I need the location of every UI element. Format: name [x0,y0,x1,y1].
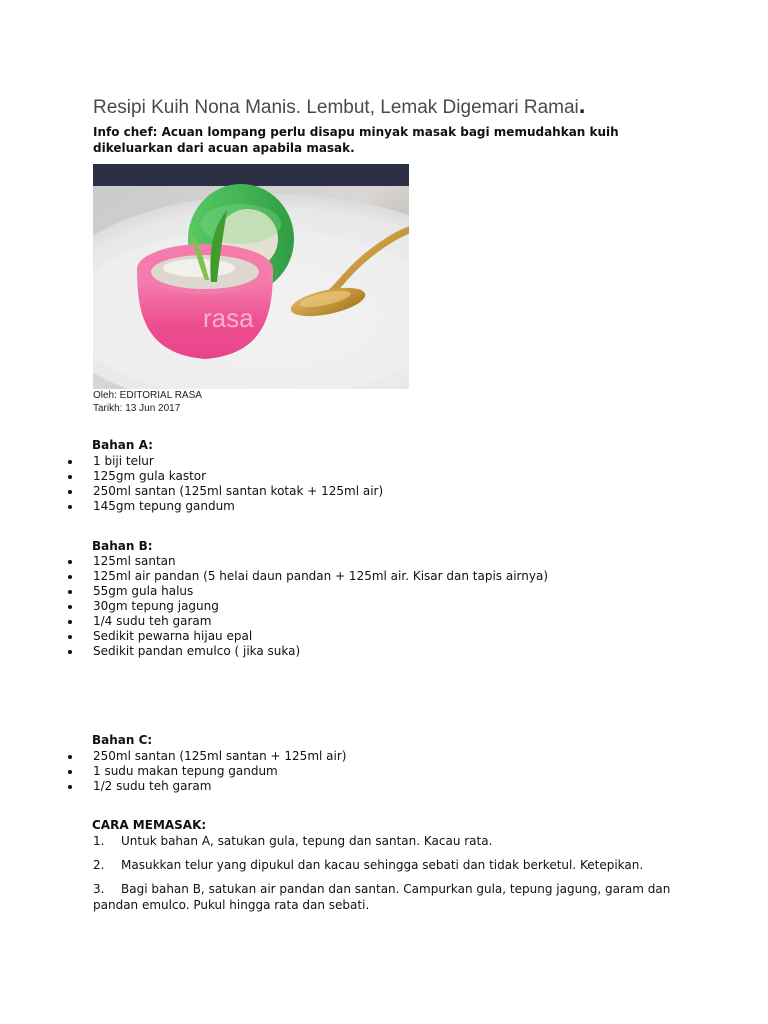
list-item [0,569,548,584]
bahan-a-list [0,454,383,514]
bullet-icon [68,620,72,624]
chef-info: Info chef: Acuan lompang perlu disapu minyak masak bagi memudahkan kuih dikeluarkan dari acuan apabila masak. [93,125,619,155]
list-item-text: 55gm gula halus [93,584,194,598]
step-number: 3. [93,882,105,896]
bullet-icon [68,605,72,609]
publish-date: Tarikh: 13 Jun 2017 [93,403,181,414]
list-item [0,499,383,514]
bullet-icon [68,785,72,789]
bullet-icon [68,560,72,564]
bullet-icon [68,650,72,654]
list-item [0,599,548,614]
cara-memasak-steps [0,833,768,913]
step-number: 1. [93,834,105,848]
list-item-text: 145gm tepung gandum [93,499,235,513]
photo-watermark: rasa [203,303,254,333]
list-item [0,629,548,644]
bullet-icon [68,590,72,594]
list-item [0,764,346,779]
bahan-c-list [0,749,346,794]
list-item-text: Sedikit pewarna hijau epal [93,629,253,643]
list-item-text: 125ml air pandan (5 helai daun pandan + 125ml air. Kisar dan tapis airnya) [93,569,548,583]
bahan-b-heading: Bahan B: [92,539,153,553]
bahan-a-heading: Bahan A: [92,438,153,452]
list-item [0,584,548,599]
list-item-text: 250ml santan (125ml santan kotak + 125ml air) [93,484,384,498]
list-item [0,614,548,629]
list-item-text: 1/4 sudu teh garam [93,614,212,628]
list-item [0,749,346,764]
bullet-icon [68,490,72,494]
list-item [0,644,548,659]
article-title [93,92,585,120]
bahan-b-list [0,554,548,659]
list-item-text: 1 biji telur [93,454,154,468]
list-item [0,469,383,484]
bullet-icon [68,635,72,639]
step-item [0,857,768,881]
step-number: 2. [93,858,105,872]
kuih-photo [93,164,409,389]
list-item-text: 1/2 sudu teh garam [93,779,212,793]
list-item [0,779,346,794]
step-text: Masukkan telur yang dipukul dan kacau sehingga sebati dan tidak berketul. Ketepikan. [121,858,644,872]
article-title-dot: . [578,92,586,119]
step-text: Bagi bahan B, satukan air pandan dan santan. Campurkan gula, tepung jagung, garam dan pandan emulco. Pukul hingga rata dan sebati. [93,882,671,912]
list-item [0,454,383,469]
list-item-text: 1 sudu makan tepung gandum [93,764,278,778]
bullet-icon [68,755,72,759]
bullet-icon [68,770,72,774]
bullet-icon [68,505,72,509]
step-item [0,881,683,913]
list-item-text: 125ml santan [93,554,176,568]
article-title-text: Resipi Kuih Nona Manis. Lembut, Lemak Digemari Ramai [93,97,579,118]
list-item [0,554,548,569]
step-text: Untuk bahan A, satukan gula, tepung dan santan. Kacau rata. [121,834,493,848]
bullet-icon [68,575,72,579]
bahan-c-heading: Bahan C: [92,733,153,747]
list-item-text: 250ml santan (125ml santan + 125ml air) [93,749,347,763]
list-item-text: 125gm gula kastor [93,469,207,483]
bullet-icon [68,460,72,464]
byline [93,389,202,415]
cara-memasak-heading: CARA MEMASAK: [92,818,207,832]
step-item [0,833,768,857]
list-item-text: 30gm tepung jagung [93,599,219,613]
author: Oleh: EDITORIAL RASA [93,390,202,401]
list-item-text: Sedikit pandan emulco ( jika suka) [93,644,301,658]
bullet-icon [68,475,72,479]
list-item [0,484,383,499]
